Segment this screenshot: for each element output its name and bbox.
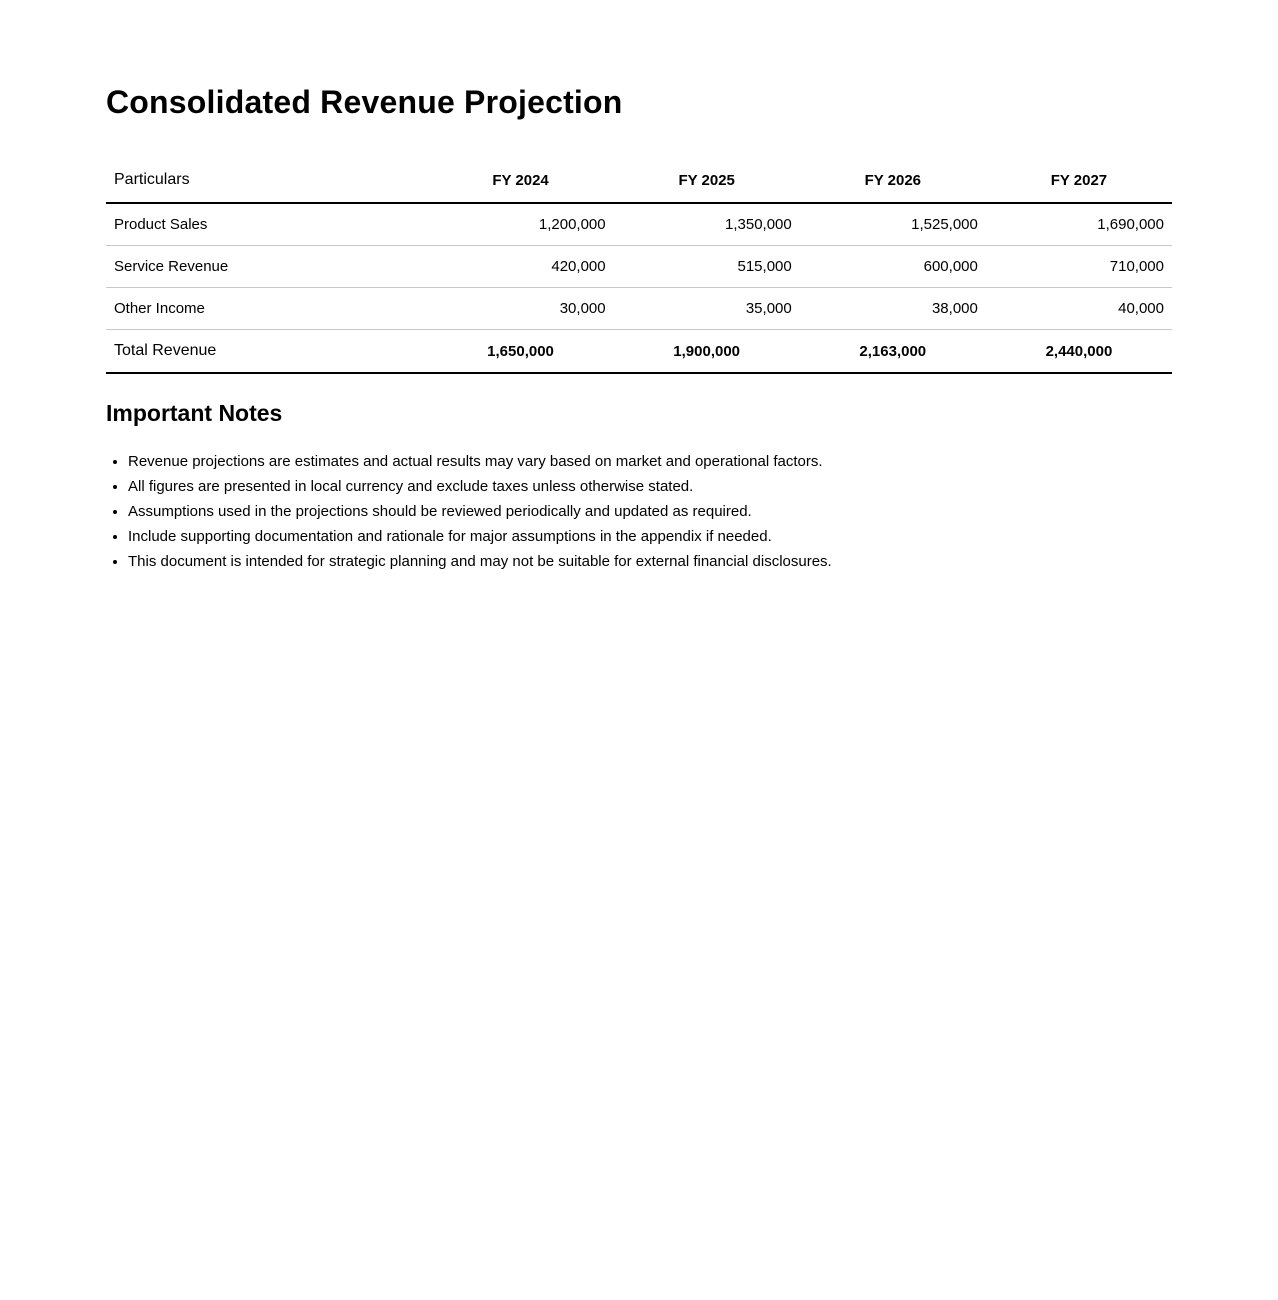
document-page	[0, 0, 1278, 574]
header-particulars: Particulars	[106, 158, 427, 203]
cell-value: 40,000	[986, 288, 1172, 330]
notes-heading: Important Notes	[106, 400, 283, 426]
note-item: • All figures are presented in local currency and exclude taxes unless otherwise stated.	[128, 474, 1172, 499]
row-label: Product Sales	[106, 203, 427, 246]
cell-value: 1,350,000	[614, 203, 800, 246]
total-value: 2,440,000	[986, 330, 1172, 374]
cell-value: 38,000	[800, 288, 986, 330]
note-item: • Include supporting documentation and rationale for major assumptions in the appendix if needed.	[128, 524, 1172, 549]
cell-value: 515,000	[614, 246, 800, 288]
cell-value: 1,200,000	[427, 203, 613, 246]
note-item: • Revenue projections are estimates and actual results may vary based on market and operational factors.	[128, 449, 1172, 474]
table-header-row	[106, 158, 1172, 203]
header-fy-2027: FY 2027	[986, 158, 1172, 203]
total-value: 1,650,000	[427, 330, 613, 374]
row-label: Service Revenue	[106, 246, 427, 288]
cell-value: 35,000	[614, 288, 800, 330]
note-item: • This document is intended for strategic planning and may not be suitable for external financial disclosures.	[128, 549, 1172, 574]
cell-value: 710,000	[986, 246, 1172, 288]
page-title: Consolidated Revenue Projection	[106, 84, 623, 120]
total-value: 2,163,000	[800, 330, 986, 374]
cell-value: 600,000	[800, 246, 986, 288]
header-fy-2026: FY 2026	[800, 158, 986, 203]
notes-list	[106, 449, 1172, 574]
row-label: Other Income	[106, 288, 427, 330]
table-row-other-income	[106, 288, 1172, 330]
cell-value: 1,525,000	[800, 203, 986, 246]
note-item: • Assumptions used in the projections should be reviewed periodically and updated as required.	[128, 499, 1172, 524]
table-row-product-sales	[106, 203, 1172, 246]
cell-value: 1,690,000	[986, 203, 1172, 246]
total-value: 1,900,000	[614, 330, 800, 374]
cell-value: 30,000	[427, 288, 613, 330]
revenue-table	[106, 158, 1172, 374]
header-fy-2025: FY 2025	[614, 158, 800, 203]
cell-value: 420,000	[427, 246, 613, 288]
header-fy-2024: FY 2024	[427, 158, 613, 203]
total-label: Total Revenue	[106, 330, 427, 374]
table-row-service-revenue	[106, 246, 1172, 288]
table-row-total-revenue	[106, 330, 1172, 374]
